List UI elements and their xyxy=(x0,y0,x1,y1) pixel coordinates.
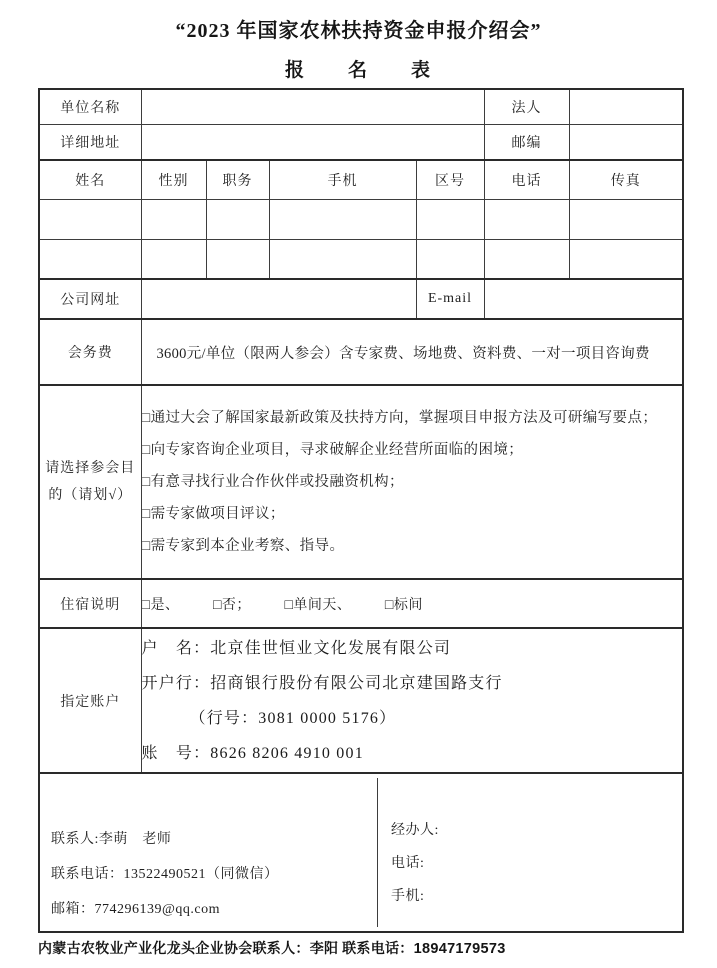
contact-person: 联系人:李萌 老师 xyxy=(51,832,172,847)
account-holder-name: 户 名：北京佳世恒业文化发展有限公司 xyxy=(141,639,452,657)
footer-text: 内蒙古农牧业产业化龙头企业协会联系人：李阳 联系电话： xyxy=(38,942,414,957)
attendee1-position-cell[interactable] xyxy=(206,199,269,239)
purpose-label: 请选择参会目的（请划√） xyxy=(39,385,141,579)
row-website xyxy=(39,279,683,319)
row-attendee-1 xyxy=(39,199,683,239)
lodging-label: 住宿说明 xyxy=(39,579,141,628)
col-header-fax: 传真 xyxy=(569,160,683,199)
title-block xyxy=(0,0,717,82)
col-header-phone: 电话 xyxy=(484,160,569,199)
legal-person-label: 法人 xyxy=(484,89,569,124)
row-attendee-header xyxy=(39,160,683,199)
contact-email: 邮箱：774296139@qq.com xyxy=(51,902,220,917)
association-contact-footer xyxy=(38,938,688,958)
row-contacts xyxy=(39,773,683,932)
lodging-checkbox-no[interactable]: □否； xyxy=(212,597,251,613)
contact-phone: 联系电话：13522490521（同微信） xyxy=(51,867,279,882)
email-input-cell[interactable] xyxy=(484,279,683,319)
account-label: 指定账户 xyxy=(39,628,141,773)
footer-phone-number: 18947179573 xyxy=(413,941,506,957)
account-details-cell xyxy=(141,628,683,773)
purpose-checkbox-option-4[interactable]: □需专家做项目评议； xyxy=(141,506,285,522)
col-header-position: 职务 xyxy=(206,160,269,199)
attendee1-fax-cell[interactable] xyxy=(569,199,683,239)
row-fee xyxy=(39,319,683,385)
col-header-gender: 性别 xyxy=(141,160,206,199)
attendee1-areacode-cell[interactable] xyxy=(416,199,484,239)
row-attendee-2 xyxy=(39,239,683,279)
purpose-checkbox-option-2[interactable]: □向专家咨询企业项目，寻求破解企业经营所面临的困境； xyxy=(141,442,524,458)
row-address xyxy=(39,124,683,160)
row-unit-name xyxy=(39,89,683,124)
attendee2-fax-cell[interactable] xyxy=(569,239,683,279)
col-header-mobile: 手机 xyxy=(269,160,416,199)
purpose-checkbox-option-5[interactable]: □需专家到本企业考察、指导。 xyxy=(141,538,345,554)
postcode-input-cell[interactable] xyxy=(569,124,683,160)
row-account xyxy=(39,628,683,773)
lodging-checkbox-standard-room[interactable]: □标间 xyxy=(384,597,423,613)
handler-phone-field[interactable]: 电话: xyxy=(391,856,425,871)
attendee2-name-cell[interactable] xyxy=(39,239,141,279)
lodging-options-cell xyxy=(141,579,683,628)
registration-form-table xyxy=(38,88,684,933)
address-label: 详细地址 xyxy=(39,124,141,160)
account-bank-number: （行号：3081 0000 5176） xyxy=(189,709,397,727)
page-title: “2023 年国家农林扶持资金申报介绍会” xyxy=(175,20,542,42)
attendee2-phone-cell[interactable] xyxy=(484,239,569,279)
website-label: 公司网址 xyxy=(39,279,141,319)
attendee1-name-cell[interactable] xyxy=(39,199,141,239)
legal-person-input-cell[interactable] xyxy=(569,89,683,124)
website-input-cell[interactable] xyxy=(141,279,416,319)
page-subtitle: 报 名 表 xyxy=(284,60,432,81)
address-input-cell[interactable] xyxy=(141,124,484,160)
lodging-checkbox-single-room[interactable]: □单间天、 xyxy=(284,597,352,613)
account-bank-name: 开户行：招商银行股份有限公司北京建国路支行 xyxy=(141,674,503,692)
organizer-contact-block xyxy=(40,778,378,927)
purpose-checkbox-option-1[interactable]: □通过大会了解国家最新政策及扶持方向，掌握项目申报方法及可研编写要点； xyxy=(141,410,658,426)
attendee1-phone-cell[interactable] xyxy=(484,199,569,239)
attendee2-position-cell[interactable] xyxy=(206,239,269,279)
fee-text: 3600元/单位（限两人参会）含专家费、场地费、资料费、一对一项目咨询费 xyxy=(156,345,650,362)
attendee1-gender-cell[interactable] xyxy=(141,199,206,239)
lodging-checkbox-yes[interactable]: □是、 xyxy=(141,597,180,613)
attendee1-mobile-cell[interactable] xyxy=(269,199,416,239)
handler-mobile-field[interactable]: 手机: xyxy=(391,889,425,904)
col-header-name: 姓名 xyxy=(39,160,141,199)
row-purpose xyxy=(39,385,683,579)
handler-block xyxy=(378,778,682,927)
unit-name-input-cell[interactable] xyxy=(141,89,484,124)
purpose-checkbox-option-3[interactable]: □有意寻找行业合作伙伴或投融资机构； xyxy=(141,474,404,490)
unit-name-label: 单位名称 xyxy=(39,89,141,124)
handler-name-field[interactable]: 经办人: xyxy=(391,823,439,838)
purpose-options-cell xyxy=(141,385,683,579)
col-header-areacode: 区号 xyxy=(416,160,484,199)
row-lodging xyxy=(39,579,683,628)
account-number: 账 号：8626 8206 4910 001 xyxy=(141,744,364,762)
postcode-label: 邮编 xyxy=(484,124,569,160)
fee-text-cell xyxy=(141,319,683,385)
fee-label: 会务费 xyxy=(39,319,141,385)
attendee2-gender-cell[interactable] xyxy=(141,239,206,279)
email-label: E-mail xyxy=(416,279,484,319)
contacts-cell xyxy=(39,773,683,932)
attendee2-areacode-cell[interactable] xyxy=(416,239,484,279)
attendee2-mobile-cell[interactable] xyxy=(269,239,416,279)
